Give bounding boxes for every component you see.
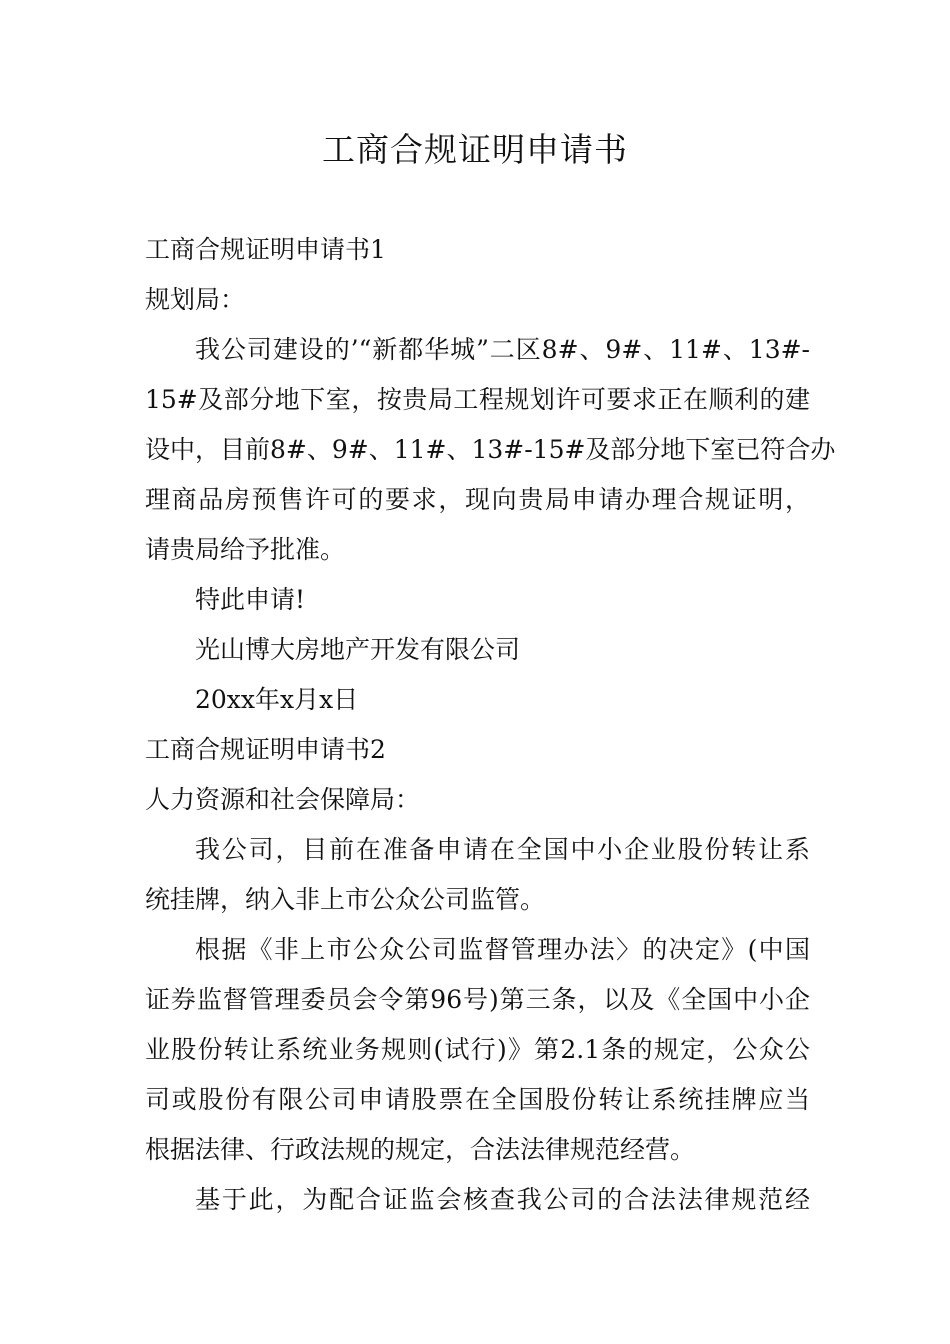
salutation: 人力资源和社会保障局： bbox=[145, 785, 421, 814]
paragraph-line: 设中，目前8#、9#、11#、13#-15#及部分地下室已符合办 bbox=[145, 435, 836, 464]
paragraph-line: 我公司，目前在准备申请在全国中小企业股份转让系 bbox=[195, 835, 810, 864]
section-heading: 工商合规证明申请书2 bbox=[145, 735, 386, 764]
paragraph-line: 根据法律、行政法规的规定，合法法律规范经营。 bbox=[145, 1135, 696, 1164]
paragraph-line: 我公司建设的’“新都华城”二区8#、9#、11#、13#- bbox=[195, 335, 810, 364]
salutation: 规划局： bbox=[145, 285, 246, 314]
document-title: 工商合规证明申请书 bbox=[322, 130, 628, 169]
paragraph-line: 统挂牌，纳入非上市公众公司监管。 bbox=[145, 885, 546, 914]
closing-text: 特此申请! bbox=[195, 585, 306, 614]
paragraph-line: 司或股份有限公司申请股票在全国股份转让系统挂牌应当 bbox=[145, 1085, 810, 1114]
paragraph-line: 请贵局给予批准。 bbox=[145, 535, 346, 564]
paragraph-line: 业股份转让系统业务规则(试行)》第2.1条的规定，公众公 bbox=[145, 1035, 810, 1064]
paragraph-line: 根据《非上市公众公司监督管理办法〉的决定》(中国 bbox=[195, 935, 810, 964]
company-name: 光山博大房地产开发有限公司 bbox=[195, 635, 521, 664]
paragraph-line: 理商品房预售许可的要求，现向贵局申请办理合规证明， bbox=[145, 485, 810, 514]
paragraph-line: 15#及部分地下室，按贵局工程规划许可要求正在顺利的建 bbox=[145, 385, 810, 414]
date-text: 20xx年x月x日 bbox=[195, 685, 359, 714]
section-heading: 工商合规证明申请书1 bbox=[145, 235, 386, 264]
paragraph-line: 基于此，为配合证监会核查我公司的合法法律规范经 bbox=[195, 1185, 810, 1214]
paragraph-line: 证券监督管理委员会令第96号)第三条，以及《全国中小企 bbox=[145, 985, 810, 1014]
